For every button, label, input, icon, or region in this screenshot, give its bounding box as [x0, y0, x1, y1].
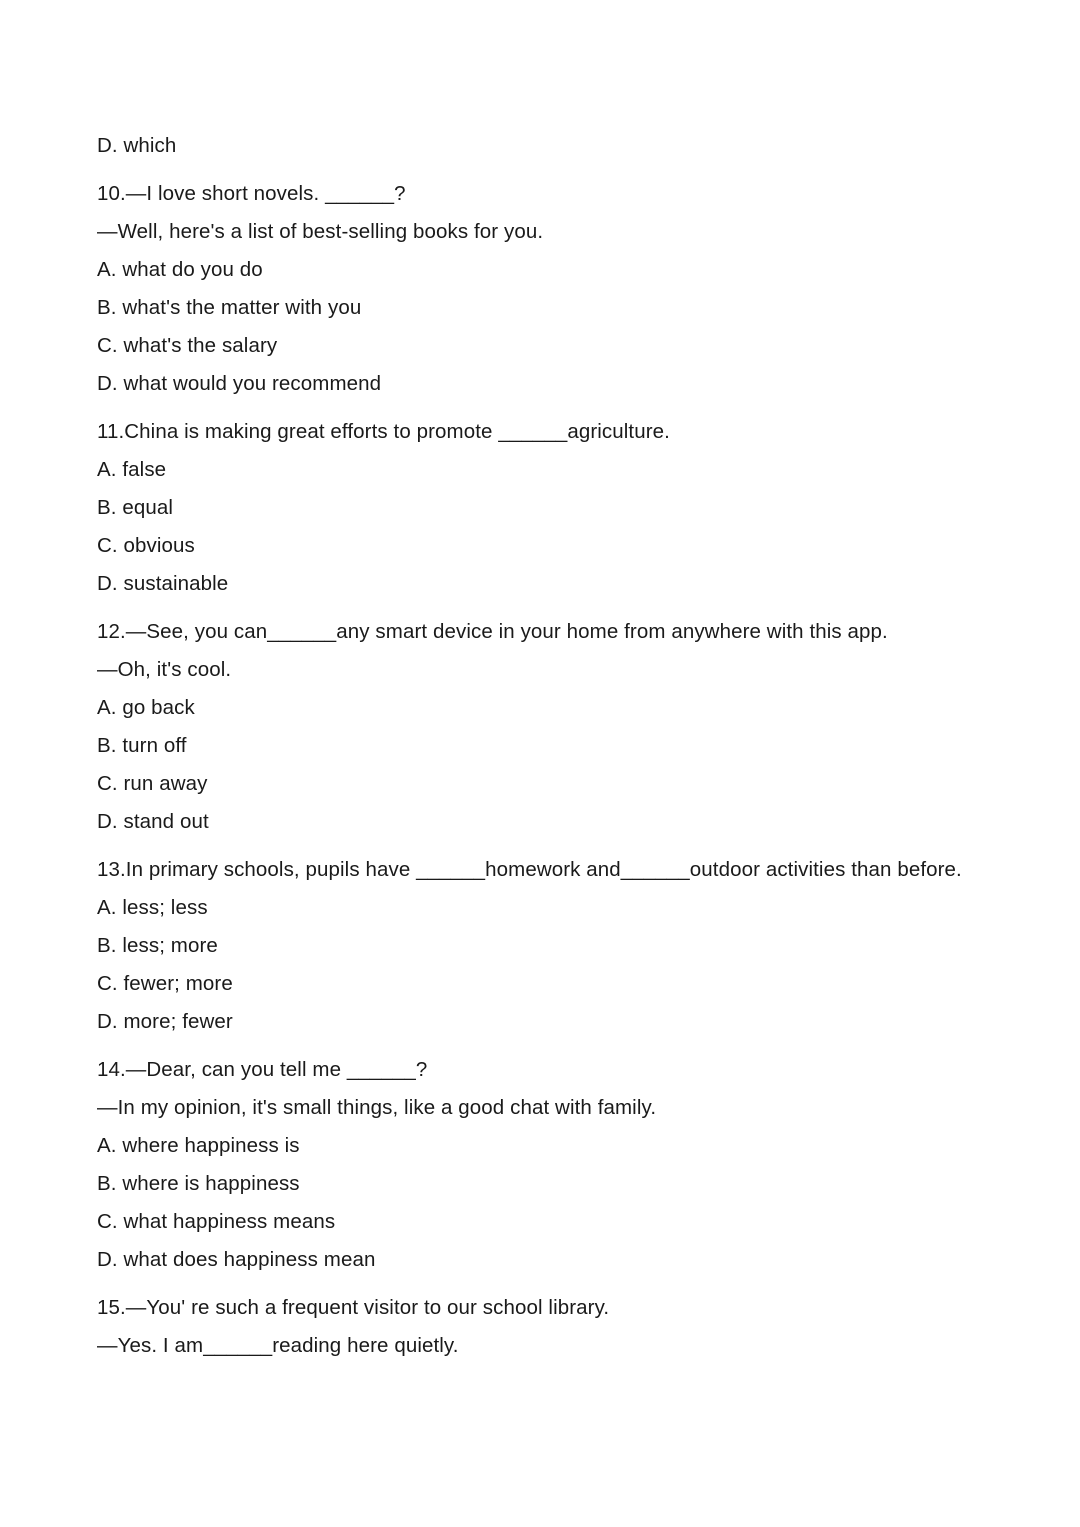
- question-14-stem: 14.—Dear, can you tell me ______?: [97, 1058, 428, 1081]
- question-14-option-b: B. where is happiness: [97, 1172, 300, 1195]
- question-11-option-d: D. sustainable: [97, 572, 229, 595]
- document-page: [97, 127, 1057, 1365]
- question-12-option-c: C. run away: [97, 772, 208, 795]
- question-12-option-a: A. go back: [97, 696, 195, 719]
- question-10-option-b: B. what's the matter with you: [97, 296, 362, 319]
- question-11-option-a: A. false: [97, 458, 167, 481]
- question-11-option-c: C. obvious: [97, 534, 195, 557]
- question-15-reply: —Yes. I am______reading here quietly.: [97, 1334, 459, 1357]
- question-13-option-d: D. more; fewer: [97, 1010, 233, 1033]
- question-11-stem: 11.China is making great efforts to promote ______agriculture.: [97, 420, 670, 443]
- question-10-option-a: A. what do you do: [97, 258, 263, 281]
- question-10-reply: —Well, here's a list of best-selling books for you.: [97, 220, 544, 243]
- question-14-option-c: C. what happiness means: [97, 1210, 336, 1233]
- question-13-option-b: B. less; more: [97, 934, 218, 957]
- question-14-reply: —In my opinion, it's small things, like a good chat with family.: [97, 1096, 657, 1119]
- question-11-option-b: B. equal: [97, 496, 174, 519]
- question-12-option-d: D. stand out: [97, 810, 209, 833]
- question-12-option-b: B. turn off: [97, 734, 187, 757]
- question-13-option-a: A. less; less: [97, 896, 208, 919]
- option-d-q9: D. which: [97, 134, 177, 157]
- question-13-option-c: C. fewer; more: [97, 972, 233, 995]
- question-13-stem: 13.In primary schools, pupils have ______homework and______outdoor activities than before.: [97, 858, 962, 881]
- question-15-stem: 15.—You' re such a frequent visitor to our school library.: [97, 1296, 610, 1319]
- question-14-option-d: D. what does happiness mean: [97, 1248, 376, 1271]
- question-10-option-c: C. what's the salary: [97, 334, 278, 357]
- question-10-option-d: D. what would you recommend: [97, 372, 382, 395]
- question-14-option-a: A. where happiness is: [97, 1134, 300, 1157]
- question-10-stem: 10.—I love short novels. ______?: [97, 182, 406, 205]
- question-12-reply: —Oh, it's cool.: [97, 658, 232, 681]
- question-12-stem: 12.—See, you can______any smart device in your home from anywhere with this app.: [97, 620, 888, 643]
